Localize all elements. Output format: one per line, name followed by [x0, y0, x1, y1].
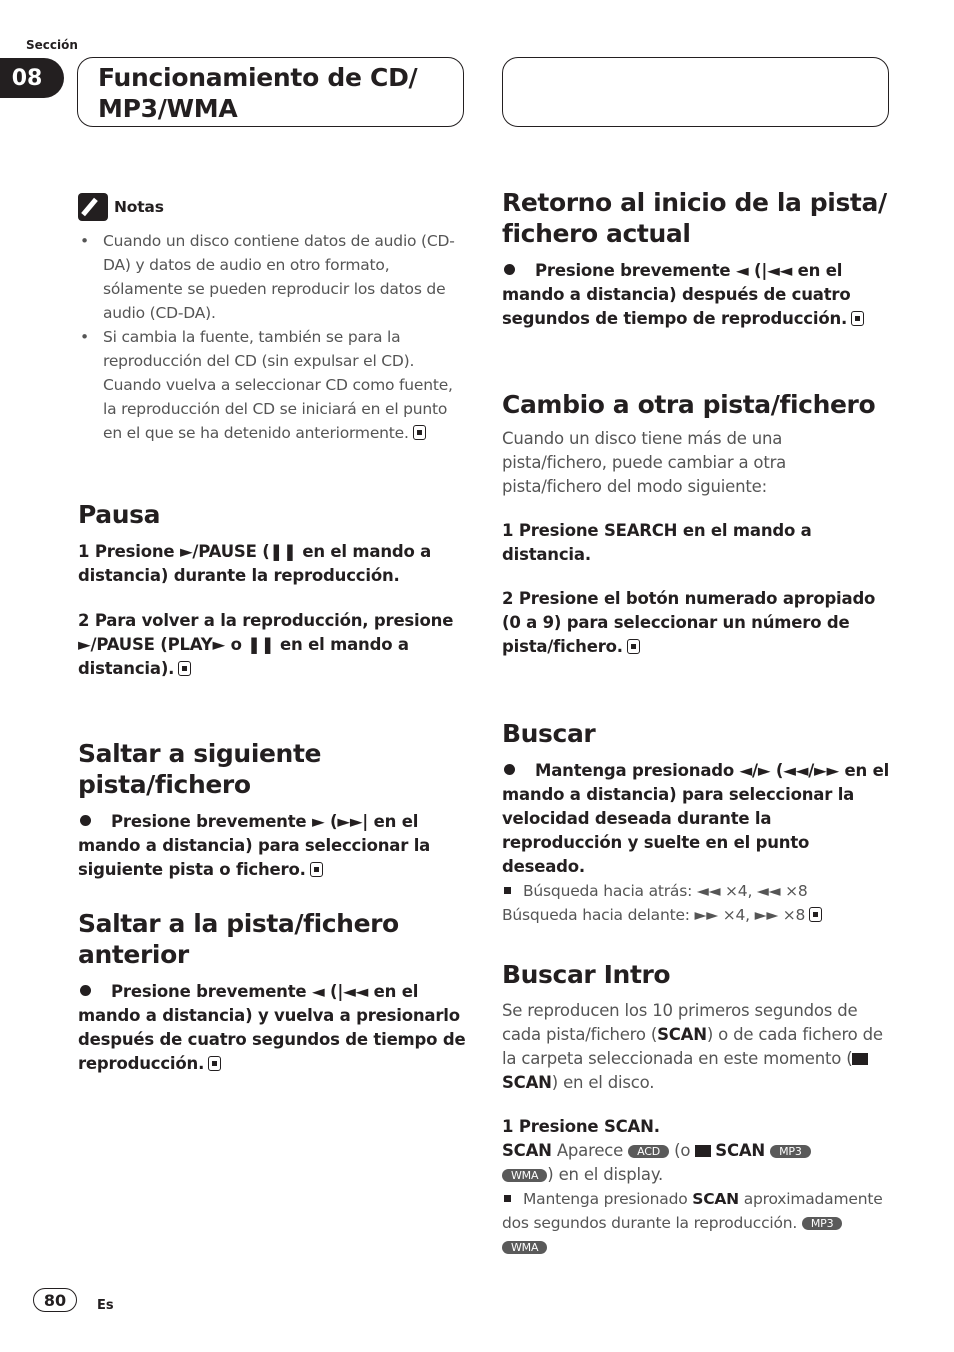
pausa-heading: Pausa	[78, 500, 161, 529]
saltar-anterior-section	[78, 908, 466, 1076]
mp3-badge: MP3	[770, 1145, 811, 1158]
saltar-anterior-text: Presione brevemente ◄ (|◄◄ en el mando a distancia) y vuelva a presionarlo después de cuatro segundos de tiempo de reproducción.	[78, 982, 466, 1073]
wma-badge: WMA	[502, 1241, 547, 1254]
buscar-intro-step-1: 1 Presione SCAN.	[502, 1117, 660, 1136]
bullet-dot-icon	[80, 815, 91, 826]
scan-hold-note: Mantenga presionado SCAN aproximadamente dos segundos durante la reproducción. MP3 WMA	[502, 1190, 883, 1254]
stop-icon	[310, 862, 323, 877]
cambio-step-1: 1 Presione SEARCH en el mando a distancia.	[502, 521, 812, 564]
pausa-step-1: 1 Presione ►/PAUSE (❚❚ en el mando a distancia) durante la reproducción.	[78, 542, 432, 585]
language-code: Es	[97, 1298, 114, 1313]
buscar-back: Búsqueda hacia atrás: ◄◄ ×4, ◄◄ ×8	[502, 879, 890, 903]
empty-header-box	[502, 57, 889, 127]
stop-icon	[208, 1056, 221, 1071]
chapter-title-box	[77, 57, 464, 127]
acd-badge: ACD	[628, 1145, 669, 1158]
saltar-siguiente-heading: Saltar a siguiente pista/fichero	[78, 739, 322, 799]
retorno-text: Presione brevemente ◄ (|◄◄ en el mando a distancia) después de cuatro segundos de tiempo de reproducción.	[502, 259, 890, 331]
bullet-dot-icon	[504, 264, 515, 275]
cambio-step-2: 2 Presione el botón numerado apropiado (0 a 9) para seleccionar un número de pista/fichero.	[502, 589, 876, 656]
saltar-siguiente-text: Presione brevemente ► (►►| en el mando a distancia) para seleccionar la siguiente pista o fichero.	[78, 812, 431, 879]
buscar-intro-paragraph: Se reproducen los 10 primeros segundos de cada pista/fichero (SCAN) o de cada fichero de la carpeta seleccionada en este momento (SCAN) en el disco.	[502, 1001, 883, 1092]
scan-appears-line: SCAN Aparece ACD (o SCAN MP3 WMA ) en el display.	[502, 1139, 890, 1187]
retorno-section	[502, 187, 890, 331]
saltar-anterior-heading: Saltar a la pista/fichero anterior	[78, 909, 399, 969]
pausa-step-2: 2 Para volver a la reproducción, presione ►/PAUSE (PLAY► o ❚❚ en el mando a distancia).	[78, 611, 454, 678]
folder-icon	[852, 1053, 868, 1065]
notes-title: Notas	[114, 198, 164, 216]
retorno-heading: Retorno al inicio de la pista/ fichero actual	[502, 188, 887, 248]
bullet-dot-icon	[504, 764, 515, 775]
buscar-fwd: Búsqueda hacia delante: ►► ×4, ►► ×8	[502, 903, 890, 927]
stop-icon	[178, 661, 191, 676]
square-bullet-icon	[504, 1195, 511, 1202]
page-number: 80	[33, 1288, 77, 1312]
saltar-siguiente-section	[78, 738, 466, 882]
note-item-1: • Cuando un disco contiene datos de audio (CD-DA) y datos de audio en otro formato, sólamente se pueden reproducir los datos de audio (CD-DA).	[78, 229, 466, 325]
buscar-heading: Buscar	[502, 719, 596, 748]
folder-icon	[695, 1145, 711, 1157]
stop-icon	[851, 311, 864, 326]
pausa-section	[78, 499, 466, 681]
buscar-intro-section	[502, 959, 890, 1259]
stop-icon	[627, 639, 640, 654]
buscar-intro-heading: Buscar Intro	[502, 960, 671, 989]
section-label: Sección	[26, 38, 78, 52]
cambio-heading: Cambio a otra pista/fichero	[502, 390, 876, 419]
notes-section	[78, 193, 466, 445]
cambio-intro: Cuando un disco tiene más de una pista/fichero, puede cambiar a otra pista/fichero del modo siguiente:	[502, 429, 787, 496]
chapter-title-line2: MP3/WMA	[98, 94, 238, 123]
square-bullet-icon	[504, 887, 511, 894]
note-item-2: • Si cambia la fuente, también se para la reproducción del CD (sin expulsar el CD). Cuando vuelva a seleccionar CD como fuente, la reproducción del CD se iniciará en el punto en el que se ha detenido anteriormente.	[78, 325, 466, 445]
wma-badge: WMA	[502, 1169, 547, 1182]
mp3-badge: MP3	[802, 1217, 843, 1230]
cambio-section	[502, 389, 890, 659]
pencil-note-icon	[78, 193, 108, 221]
stop-icon	[413, 425, 426, 440]
buscar-text: Mantenga presionado ◄/► (◄◄/►► en el mando a distancia) para seleccionar la velocidad deseada durante la reproducción y suelte en el punto deseado.	[502, 761, 890, 876]
stop-icon	[809, 907, 822, 922]
bullet-dot-icon	[80, 985, 91, 996]
section-number-tab: 08	[0, 58, 64, 98]
chapter-title-line1: Funcionamiento de CD/	[98, 63, 418, 92]
buscar-section	[502, 718, 890, 927]
